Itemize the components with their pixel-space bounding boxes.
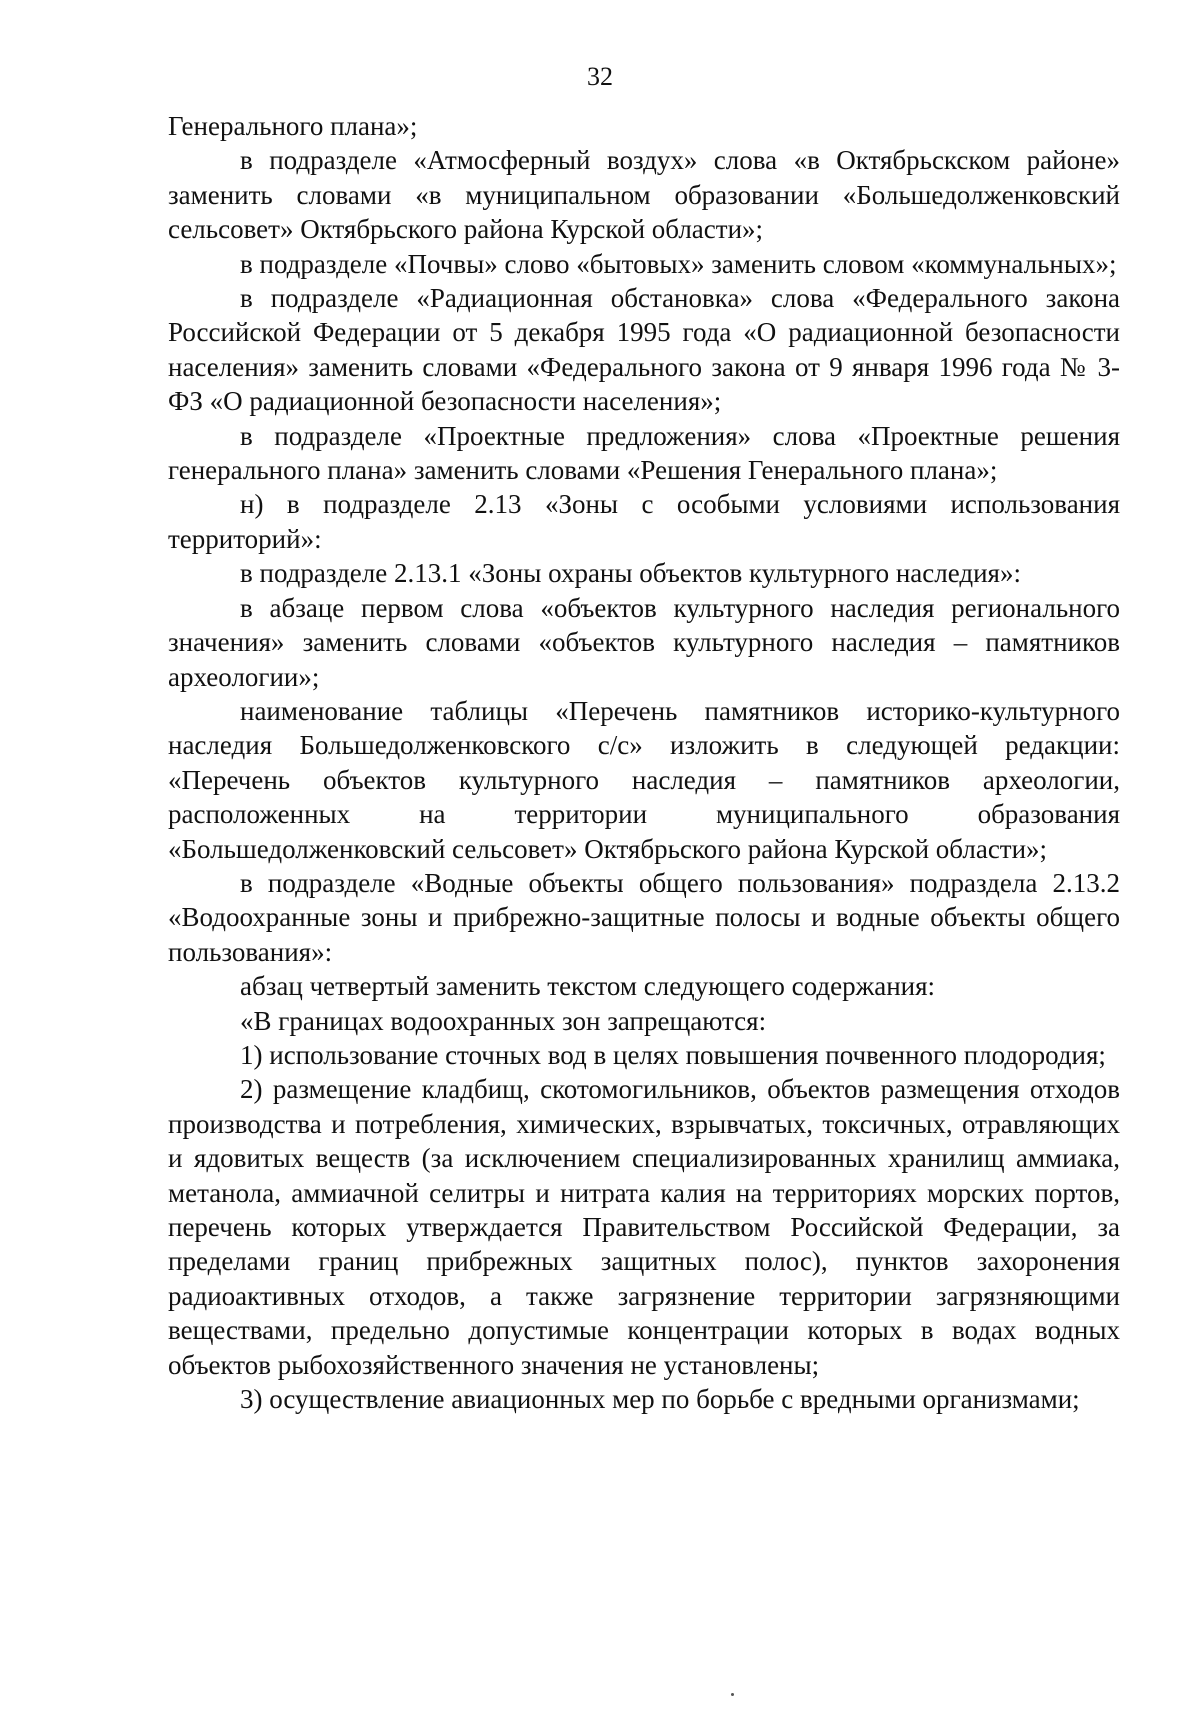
paragraph-water-objects: в подразделе «Водные объекты общего пользования» подраздела 2.13.2 «Водоохранные зоны и прибрежно-защитные полосы и водные объекты общего пользования»: [168,867,1120,967]
list-item-2: 2) размещение кладбищ, скотомогильников, объектов размещения отходов производства и потребления, химических, взрывчатых, токсичных, отравляющих и ядовитых веществ (за исключением специализированных хранилищ аммиака, метанола, аммиачной селитры и нитрата калия на территориях морских портов, перечень которых утверждается Правительством Российской Федерации, за пределами границ прибрежных защитных полос), пунктов захоронения радиоактивных отходов, а также загрязнение территории загрязняющими веществами, предельно допустимые концентрации которых в водах водных объектов рыбохозяйственного значения не установлены; [168,1074,1120,1380]
paragraph-soils: в подразделе «Почвы» слово «бытовых» заменить словом «коммунальных»; [240,248,1117,279]
paragraph-radiation: в подразделе «Радиационная обстановка» слова «Федерального закона Российской Федерации от 5 декабря 1995 года «О радиационной безопасности населения» заменить словами «Федерального закона от 9 января 1996 года № 3-ФЗ «О радиационной безопасности населения»; [168,283,1120,417]
document-body [168,109,1120,1416]
paragraph-first-abzac: в абзаце первом слова «объектов культурного наследия регионального значения» заменить словами «объектов культурного наследия – памятников археологии»; [168,592,1120,692]
paragraph-prohibited-intro: «В границах водоохранных зон запрещаются: [240,1005,767,1036]
paragraph-atmospheric-air: в подразделе «Атмосферный воздух» слова «в Октябрьскском районе» заменить словами «в муниципальном образовании «Большедолженковский сельсовет» Октябрьского района Курской области»; [168,145,1120,245]
paragraph-project-proposals: в подразделе «Проектные предложения» слова «Проектные решения генерального плана» заменить словами «Решения Генерального плана»; [168,420,1120,486]
paragraph-fourth-abzac: абзац четвертый заменить текстом следующего содержания: [240,971,936,1002]
paragraph-subsection-2-13-1: в подразделе 2.13.1 «Зоны охраны объектов культурного наследия»: [240,558,1021,589]
list-item-3: 3) осуществление авиационных мер по борьбе с вредными организмами; [240,1384,1080,1415]
paragraph-table-name: наименование таблицы «Перечень памятников историко-культурного наследия Большедолженковского с/с» изложить в следующей редакции: «Перечень объектов культурного наследия – памятников археологии, расположенных на территории муниципального образования «Большедолженковский сельсовет» Октябрьского района Курской области»; [168,695,1120,864]
scan-speck [731,1693,734,1696]
list-item-1: 1) использование сточных вод в целях повышения почвенного плодородия; [240,1039,1106,1070]
paragraph-subsection-2-13: н) в подразделе 2.13 «Зоны с особыми условиями использования территорий»: [168,489,1120,554]
page-number: 32 [587,62,613,91]
paragraph-continuation: Генерального плана»; [168,111,418,141]
